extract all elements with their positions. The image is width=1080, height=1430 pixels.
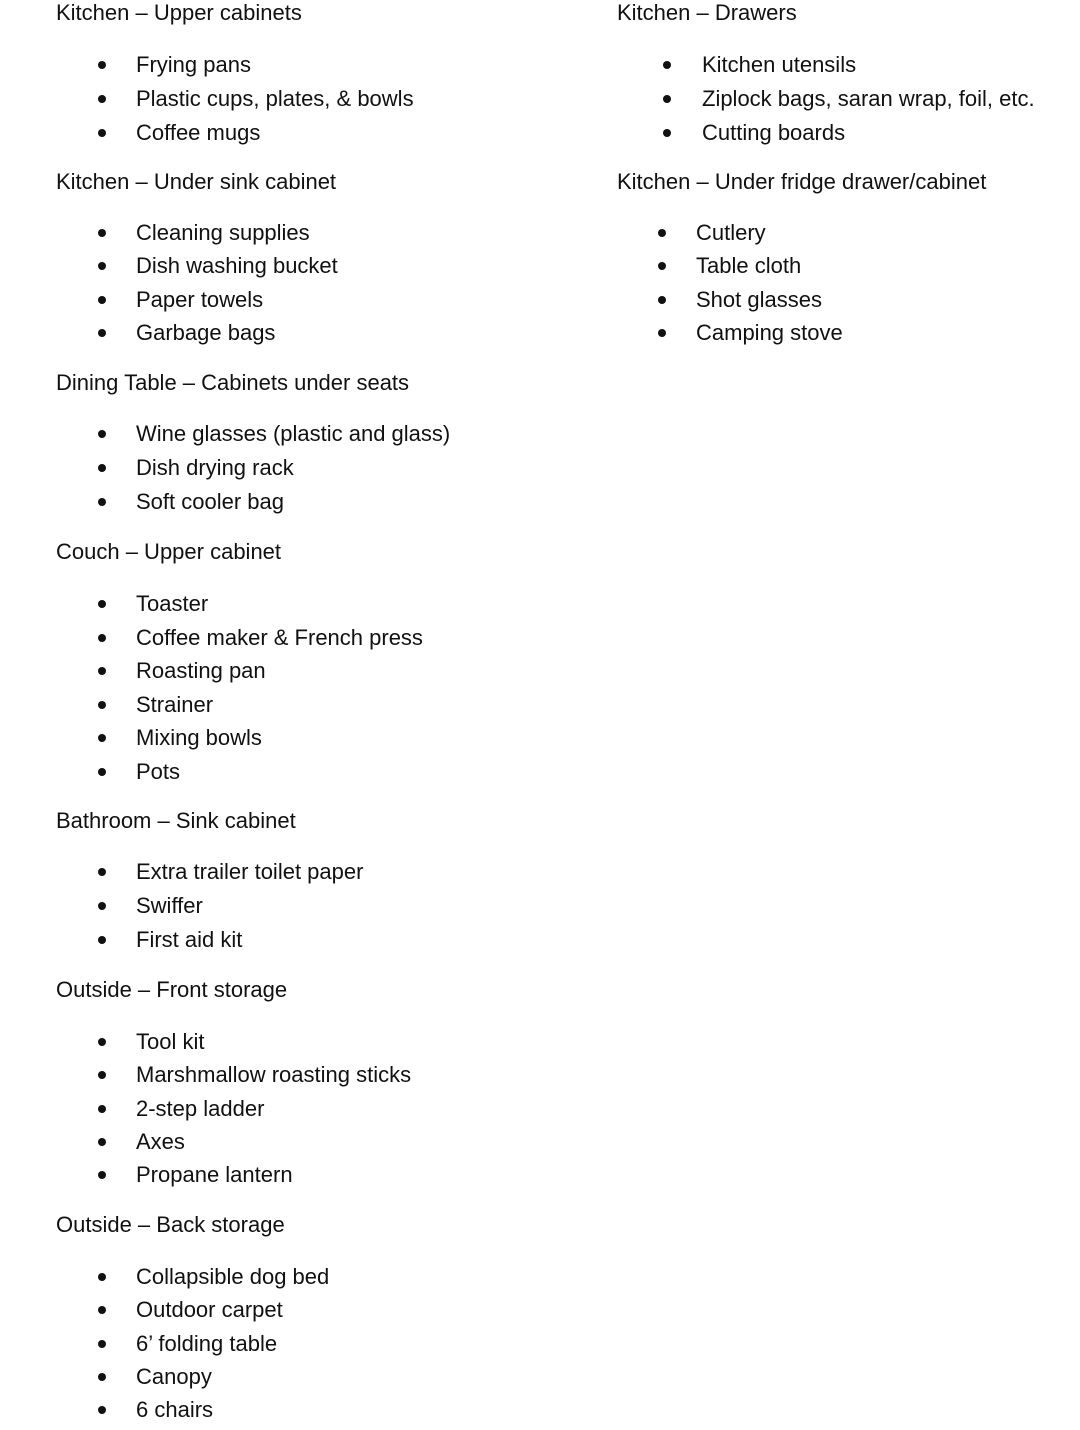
bullet-icon xyxy=(98,1340,106,1348)
bullet-icon xyxy=(98,600,106,608)
section-kitchen-upper-cabinets xyxy=(56,0,414,154)
bullet-icon xyxy=(98,1406,106,1414)
list-item-text: Tool kit xyxy=(136,1029,205,1054)
list-item xyxy=(136,1129,411,1162)
list-item xyxy=(136,1162,411,1195)
list-item-text: Table cloth xyxy=(696,253,802,279)
list-item xyxy=(136,658,423,692)
item-list xyxy=(136,591,423,793)
item-list xyxy=(136,1029,411,1195)
list-item xyxy=(702,86,1035,120)
section-outside-front-storage xyxy=(56,977,411,1195)
bullet-icon xyxy=(98,129,106,137)
item-list xyxy=(136,421,450,523)
section-kitchen-drawers xyxy=(617,0,1035,154)
bullet-icon xyxy=(98,1273,106,1281)
bullet-icon xyxy=(98,1138,106,1146)
list-item xyxy=(696,287,986,320)
bullet-icon xyxy=(98,61,106,69)
list-item xyxy=(702,120,1035,154)
list-item-text: Camping stove xyxy=(696,319,843,345)
list-item-text: Swiffer xyxy=(136,893,203,918)
list-item xyxy=(136,220,338,253)
list-item xyxy=(696,253,986,286)
list-item-text: Collapsible dog bed xyxy=(136,1264,330,1289)
list-item-text: Propane lantern xyxy=(136,1162,293,1188)
list-item xyxy=(702,52,1035,86)
bullet-icon xyxy=(98,734,106,742)
bullet-icon xyxy=(658,329,666,337)
list-item xyxy=(136,455,450,489)
section-heading: Couch – Upper cabinet xyxy=(56,539,282,564)
list-item xyxy=(136,725,423,759)
list-item xyxy=(136,1062,411,1095)
list-item-text: Plastic cups, plates, & bowls xyxy=(136,86,414,111)
list-item xyxy=(136,927,363,961)
bullet-icon xyxy=(98,634,106,642)
section-outside-back-storage xyxy=(56,1212,329,1430)
list-item xyxy=(136,489,450,523)
list-item xyxy=(136,1096,411,1129)
bullet-icon xyxy=(98,229,106,237)
list-item xyxy=(696,220,986,253)
list-item-text: Kitchen utensils xyxy=(702,52,857,77)
list-item-text: Garbage bags xyxy=(136,319,276,345)
bullet-icon xyxy=(98,768,106,776)
bullet-icon xyxy=(98,868,106,876)
item-list xyxy=(136,1264,329,1430)
item-list xyxy=(136,52,414,154)
list-item-text: Soft cooler bag xyxy=(136,489,284,514)
list-item-text: Coffee mugs xyxy=(136,120,261,145)
list-item-text: Extra trailer toilet paper xyxy=(136,859,364,884)
section-heading: Bathroom – Sink cabinet xyxy=(56,808,296,833)
bullet-icon xyxy=(98,1071,106,1079)
item-list xyxy=(702,52,1035,154)
item-list xyxy=(696,220,986,353)
section-bathroom-sink-cabinet xyxy=(56,808,363,961)
list-item-text: Strainer xyxy=(136,691,214,717)
list-item-text: 6 chairs xyxy=(136,1397,214,1423)
section-dining-table xyxy=(56,370,450,523)
bullet-icon xyxy=(98,329,106,337)
item-list xyxy=(136,859,363,961)
list-item-text: Toaster xyxy=(136,591,209,616)
bullet-icon xyxy=(658,229,666,237)
list-item xyxy=(136,1264,329,1297)
list-item-text: Ziplock bags, saran wrap, foil, etc. xyxy=(702,86,1035,111)
bullet-icon xyxy=(98,667,106,675)
list-item xyxy=(136,1029,411,1062)
list-item xyxy=(136,120,414,154)
bullet-icon xyxy=(98,1038,106,1046)
list-item-text: Roasting pan xyxy=(136,658,266,684)
list-item-text: Dish drying rack xyxy=(136,455,294,480)
list-item-text: Canopy xyxy=(136,1363,212,1389)
bullet-icon xyxy=(98,1306,106,1314)
bullet-icon xyxy=(98,1373,106,1381)
list-item-text: Axes xyxy=(136,1128,185,1154)
section-kitchen-under-sink xyxy=(56,169,338,353)
section-couch-upper-cabinet xyxy=(56,539,423,793)
list-item-text: Dish washing bucket xyxy=(136,253,338,279)
bullet-icon xyxy=(98,95,106,103)
list-item xyxy=(136,859,363,893)
list-item-text: Cleaning supplies xyxy=(136,220,310,245)
list-item xyxy=(136,52,414,86)
section-heading: Outside – Back storage xyxy=(56,1212,285,1237)
bullet-icon xyxy=(98,936,106,944)
list-item-text: Outdoor carpet xyxy=(136,1297,283,1323)
bullet-icon xyxy=(658,262,666,270)
section-heading: Kitchen – Drawers xyxy=(617,0,797,25)
bullet-icon xyxy=(98,701,106,709)
list-item xyxy=(136,287,338,320)
list-item xyxy=(136,421,450,455)
list-item xyxy=(136,320,338,353)
list-item xyxy=(136,1397,329,1430)
bullet-icon xyxy=(663,95,671,103)
list-item xyxy=(136,893,363,927)
list-item-text: Cutlery xyxy=(696,220,766,245)
bullet-icon xyxy=(98,498,106,506)
list-item-text: Cutting boards xyxy=(702,120,846,145)
bullet-icon xyxy=(98,430,106,438)
list-item-text: Frying pans xyxy=(136,52,251,77)
bullet-icon xyxy=(98,464,106,472)
section-heading: Outside – Front storage xyxy=(56,977,288,1002)
section-heading: Kitchen – Upper cabinets xyxy=(56,0,302,25)
list-item xyxy=(136,1364,329,1397)
list-item-text: Pots xyxy=(136,758,181,784)
section-heading: Dining Table – Cabinets under seats xyxy=(56,370,410,395)
list-item-text: Wine glasses (plastic and glass) xyxy=(136,421,451,446)
list-item-text: Coffee maker & French press xyxy=(136,624,423,650)
bullet-icon xyxy=(658,296,666,304)
bullet-icon xyxy=(98,1105,106,1113)
list-item xyxy=(136,759,423,793)
list-item-text: 6’ folding table xyxy=(136,1330,278,1356)
list-item-text: 2-step ladder xyxy=(136,1095,265,1121)
list-item xyxy=(136,86,414,120)
bullet-icon xyxy=(98,262,106,270)
list-item-text: Paper towels xyxy=(136,286,264,312)
list-item xyxy=(136,1331,329,1364)
section-kitchen-under-fridge xyxy=(617,169,986,353)
section-heading: Kitchen – Under fridge drawer/cabinet xyxy=(617,169,987,194)
list-item xyxy=(136,253,338,286)
bullet-icon xyxy=(98,1171,106,1179)
list-item-text: Mixing bowls xyxy=(136,725,262,751)
item-list xyxy=(136,220,338,353)
bullet-icon xyxy=(98,296,106,304)
section-heading: Kitchen – Under sink cabinet xyxy=(56,169,337,194)
list-item xyxy=(136,625,423,659)
list-item xyxy=(136,1297,329,1330)
bullet-icon xyxy=(663,61,671,69)
bullet-icon xyxy=(663,129,671,137)
list-item-text: Marshmallow roasting sticks xyxy=(136,1062,412,1088)
list-item-text: Shot glasses xyxy=(696,286,822,312)
list-item-text: First aid kit xyxy=(136,927,243,952)
bullet-icon xyxy=(98,902,106,910)
list-item xyxy=(696,320,986,353)
list-item xyxy=(136,591,423,625)
list-item xyxy=(136,692,423,726)
